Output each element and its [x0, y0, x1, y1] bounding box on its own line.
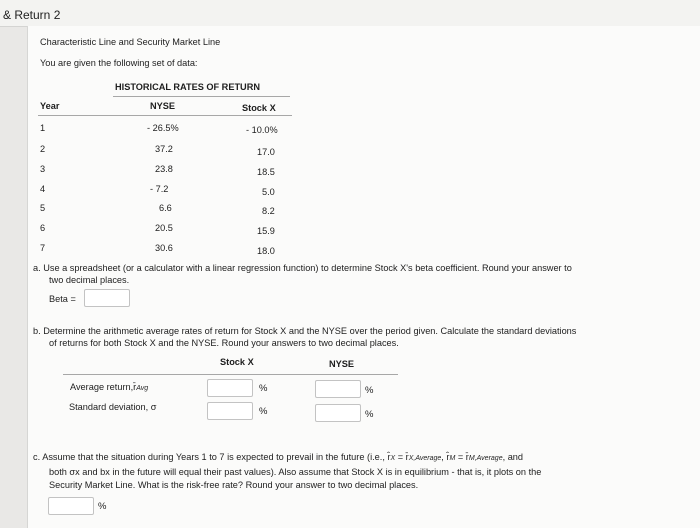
year-cell: 6 — [40, 223, 46, 233]
problem-sheet — [27, 26, 700, 528]
percent-unit: % — [98, 501, 107, 512]
page-title: & Return 2 — [3, 8, 61, 22]
year-cell: 1 — [40, 123, 46, 133]
average-return-label: Average return,r̄Avg — [70, 382, 149, 392]
nyse-cell: 30.6 — [155, 243, 173, 253]
nyse-cell: 20.5 — [155, 223, 173, 233]
stock-x-cell: 18.0 — [257, 246, 275, 256]
table-header-year: Year — [40, 101, 60, 111]
percent-unit: % — [259, 406, 268, 417]
stock-x-cell: - 10.0% — [246, 125, 278, 135]
stock-x-cell: 18.5 — [257, 167, 275, 177]
percent-unit: % — [365, 385, 374, 396]
nyse-cell: - 7.2 — [150, 184, 169, 194]
col-header-stock-x: Stock X — [220, 357, 254, 367]
risk-free-rate-input[interactable] — [48, 497, 94, 515]
part-c-text: c. Assume that the situation during Years 1 to 7 is expected to prevail in the future (i.e., r̂X = r̄X,Average, r̂M = r̄M,Average, and — [33, 452, 524, 462]
col-header-nyse: NYSE — [329, 359, 355, 369]
table-header-rule — [38, 115, 292, 116]
beta-input[interactable] — [84, 289, 130, 307]
part-a-text-cont: two decimal places. — [49, 275, 130, 285]
year-cell: 4 — [40, 184, 46, 194]
part-b-text-cont: of returns for both Stock X and the NYSE. Round your answers to two decimal places. — [49, 338, 399, 348]
std-dev-nyse-input[interactable] — [315, 404, 361, 422]
part-b-text: b. Determine the arithmetic average rates of return for Stock X and the NYSE over the period given. Calculate the standard deviations — [33, 326, 577, 336]
percent-unit: % — [365, 409, 374, 420]
std-dev-stock-x-input[interactable] — [207, 402, 253, 420]
table-header-stock-x: Stock X — [242, 103, 276, 113]
stock-x-cell: 15.9 — [257, 226, 275, 236]
part-c-text-cont: both σx and bx in the future will equal their past values). Also assume that Stock X is in equilibrium - that is, it plots on the — [49, 467, 542, 477]
part-c-text-cont2: Security Market Line. What is the risk-free rate? Round your answer to two decimal places. — [49, 480, 419, 490]
stock-x-cell: 5.0 — [262, 187, 275, 197]
year-cell: 2 — [40, 144, 46, 154]
table-header-nyse: NYSE — [150, 101, 176, 111]
std-deviation-label: Standard deviation, σ — [69, 402, 157, 412]
percent-unit: % — [259, 383, 268, 394]
part-a-text: a. Use a spreadsheet (or a calculator with a linear regression function) to determine Stock X's beta coefficient. Round your answer to — [33, 263, 572, 273]
answer-table-rule — [63, 374, 398, 375]
table-title-rule — [113, 96, 290, 97]
avg-return-stock-x-input[interactable] — [207, 379, 253, 397]
problem-intro: You are given the following set of data: — [40, 58, 198, 68]
avg-return-nyse-input[interactable] — [315, 380, 361, 398]
year-cell: 3 — [40, 164, 46, 174]
stock-x-cell: 17.0 — [257, 147, 275, 157]
nyse-cell: - 26.5% — [147, 123, 179, 133]
nyse-cell: 6.6 — [159, 203, 172, 213]
nyse-cell: 37.2 — [155, 144, 173, 154]
problem-heading: Characteristic Line and Security Market Line — [40, 37, 221, 47]
nyse-cell: 23.8 — [155, 164, 173, 174]
year-cell: 7 — [40, 243, 46, 253]
year-cell: 5 — [40, 203, 46, 213]
beta-label: Beta = — [49, 294, 76, 304]
table-title: HISTORICAL RATES OF RETURN — [115, 82, 260, 92]
title-bar — [0, 0, 700, 27]
stock-x-cell: 8.2 — [262, 206, 275, 216]
